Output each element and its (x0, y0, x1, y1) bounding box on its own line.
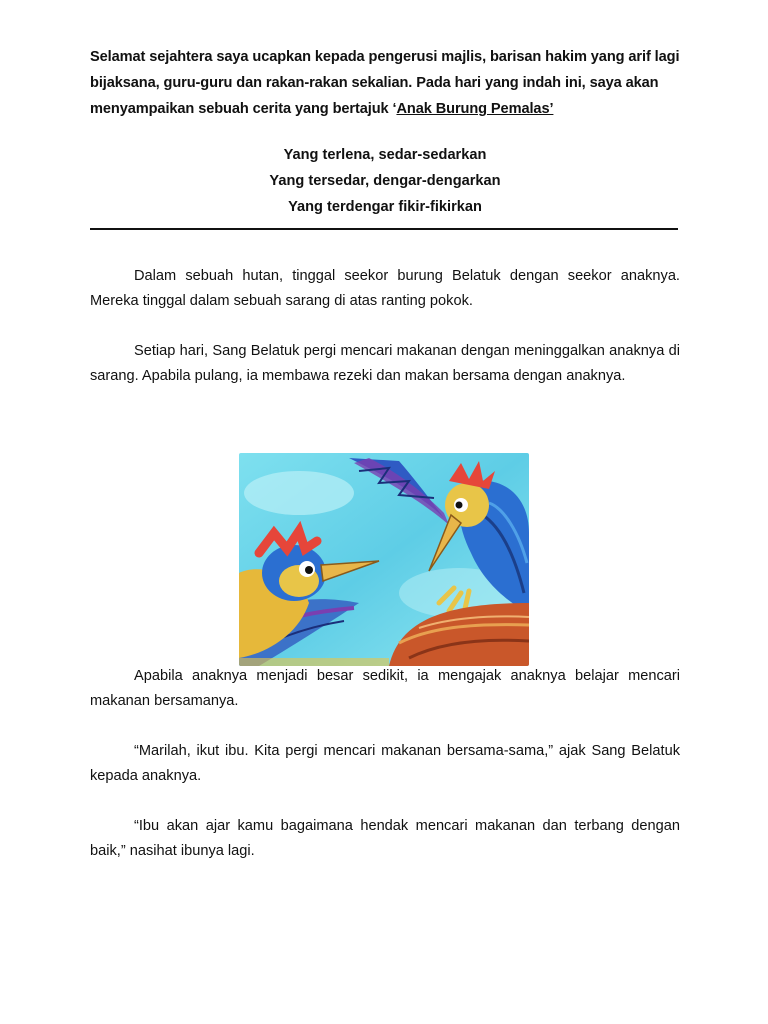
divider-line (90, 228, 678, 230)
woodpecker-illustration (239, 453, 529, 666)
story-title: Anak Burung Pemalas’ (396, 101, 554, 117)
intro-text: Selamat sejahtera saya ucapkan kepada pengerusi majlis, barisan hakim yang arif lagi bijaksana, guru-guru dan rakan-rakan sekalian. Pada hari yang indah ini, saya akan menyampaikan sebuah cerita yang bertajuk ‘ (90, 49, 680, 117)
intro-paragraph (90, 44, 680, 122)
pantun-line-3: Yang terdengar fikir-fikirkan (288, 199, 482, 215)
story-paragraph-3: Apabila anaknya menjadi besar sedikit, ia mengajak anaknya belajar mencari makanan bersamanya. (90, 668, 680, 709)
pantun-verse (90, 142, 680, 220)
pantun-line-1: Yang terlena, sedar-sedarkan (283, 147, 487, 163)
story-paragraph-5: “Ibu akan ajar kamu bagaimana hendak mencari makanan dan terbang dengan baik,” nasihat ibunya lagi. (90, 818, 680, 859)
story-paragraph-2: Setiap hari, Sang Belatuk pergi mencari makanan dengan meninggalkan anaknya di sarang. Apabila pulang, ia membawa rezeki dan makan bersama dengan anaknya. (90, 343, 680, 384)
story-paragraph-4: “Marilah, ikut ibu. Kita pergi mencari makanan bersama-sama,” ajak Sang Belatuk kepada anaknya. (90, 743, 680, 784)
illustration-svg (239, 453, 529, 666)
pantun-line-2: Yang tersedar, dengar-dengarkan (269, 173, 501, 189)
story-paragraph-1: Dalam sebuah hutan, tinggal seekor burung Belatuk dengan seekor anaknya. Mereka tinggal dalam sebuah sarang di atas ranting pokok. (90, 268, 680, 309)
